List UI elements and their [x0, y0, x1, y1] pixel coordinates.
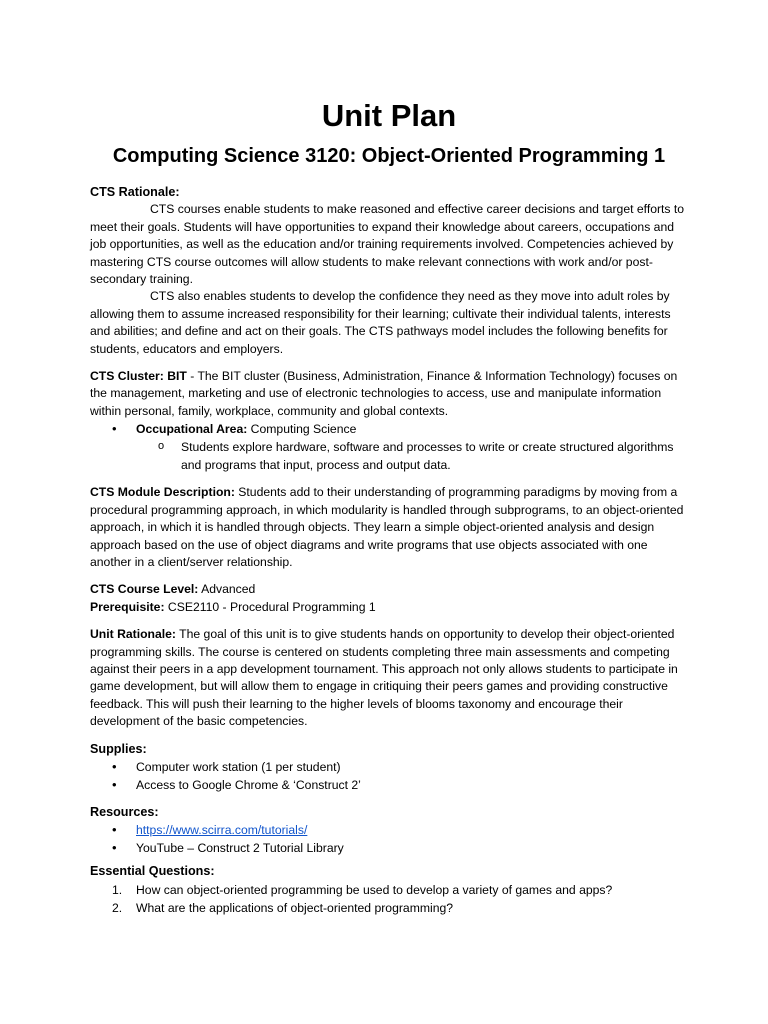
cts-rationale-paragraph-1: CTS courses enable students to make reasoned and effective career decisions and target efforts to meet their goals. Students will have opportunities to expand their knowledge about careers, occupations and job opportunities, as well as the education and/or training requirements involved. Competencies achieved by mastering CTS course outcomes will allow students to make relevant connections with work and/or post-secondary training. — [90, 202, 685, 287]
cts-cluster-label: CTS Cluster: BIT — [90, 369, 187, 384]
occupational-area-value: Computing Science — [247, 422, 357, 437]
cts-rationale-heading: CTS Rationale: — [90, 185, 180, 199]
list-item: • Computer work station (1 per student) — [90, 758, 688, 776]
cts-cluster-text: - The BIT cluster (Business, Administration, Finance & Information Technology) focuses on the management, marketing and use of electronic technologies to access, use and manipulate information within personal, family, workplace, community and global contexts. — [90, 369, 678, 418]
list-number: 1. — [112, 882, 123, 897]
course-level-line — [90, 581, 688, 598]
question-text: How can object-oriented programming be used to develop a variety of games and apps? — [136, 882, 613, 897]
unit-rationale-paragraph — [90, 626, 688, 730]
cts-rationale-paragraph-2: CTS also enables students to develop the confidence they need as they move into adult roles by allowing them to assume increased responsibility for their learning; cultivate their individual talents, interests and abilities; and define and act on their goals. The CTS pathways model includes the following benefits for students, educators and employers. — [90, 289, 671, 356]
supplies-section — [90, 741, 688, 794]
list-number: 2. — [112, 900, 123, 915]
list-item — [90, 821, 688, 839]
supplies-list — [90, 758, 688, 794]
course-info-section — [90, 581, 688, 616]
page-subtitle: Computing Science 3120: Object-Oriented Programming 1 — [112, 145, 666, 167]
list-item: • Access to Google Chrome & ‘Construct 2’ — [90, 776, 688, 794]
prerequisite-line — [90, 599, 688, 616]
cts-cluster-section — [90, 368, 688, 474]
resources-list — [90, 821, 688, 857]
course-level-value: Advanced — [198, 582, 256, 597]
module-description-paragraph — [90, 484, 688, 571]
module-description-text: Students add to their understanding of programming paradigms by moving from a procedural programming approach, in which modularity is handled through subprograms, to an object-oriented approach, in which it is handled through objects. They learn a simple object-oriented analysis and design approach based on the use of object diagrams and write programs that use objects associated with one another in a client/server relationship. — [90, 485, 684, 569]
occupational-area-label: Occupational Area: — [136, 422, 248, 437]
prerequisite-label: Prerequisite: — [90, 599, 165, 614]
unit-rationale-text: The goal of this unit is to give students hands on opportunity to develop their object-oriented programming skills. The course is centered on students completing three main assessments and competing against their peers in a app development tournament. This approach not only allows students to participate in game development, but will allow them to engage in critiquing their peers games and providing constructive feedback. This will push their learning to the higher levels of blooms taxonomy and encourage their development of the basic competencies. — [90, 627, 678, 729]
page-title: Unit Plan — [321, 98, 457, 133]
module-description-section — [90, 484, 688, 571]
cts-rationale-section — [90, 184, 688, 358]
list-item — [90, 899, 688, 917]
list-item — [90, 420, 688, 474]
question-text: What are the applications of object-oriented programming? — [136, 900, 454, 915]
occupational-sub-list — [136, 438, 688, 474]
module-description-label: CTS Module Description: — [90, 485, 235, 500]
list-item — [90, 881, 688, 899]
essential-questions-heading: Essential Questions: — [90, 864, 215, 879]
list-item: o Students explore hardware, software and processes to write or create structured algorithms and programs that input, process and output data. — [136, 438, 688, 474]
supplies-heading: Supplies: — [90, 741, 147, 756]
essential-questions-section — [90, 863, 688, 916]
cts-cluster-paragraph — [90, 368, 688, 420]
resources-section — [90, 804, 688, 857]
essential-questions-list — [90, 881, 688, 917]
resources-heading: Resources: — [90, 804, 159, 819]
occupational-area-list — [90, 420, 688, 474]
scirra-tutorials-link[interactable]: https://www.scirra.com/tutorials/ — [136, 823, 308, 838]
unit-rationale-label: Unit Rationale: — [90, 627, 176, 642]
prerequisite-value: CSE2110 - Procedural Programming 1 — [164, 599, 376, 614]
unit-rationale-section — [90, 626, 688, 730]
list-item: • YouTube – Construct 2 Tutorial Library — [90, 839, 688, 857]
course-level-label: CTS Course Level: — [90, 582, 199, 597]
